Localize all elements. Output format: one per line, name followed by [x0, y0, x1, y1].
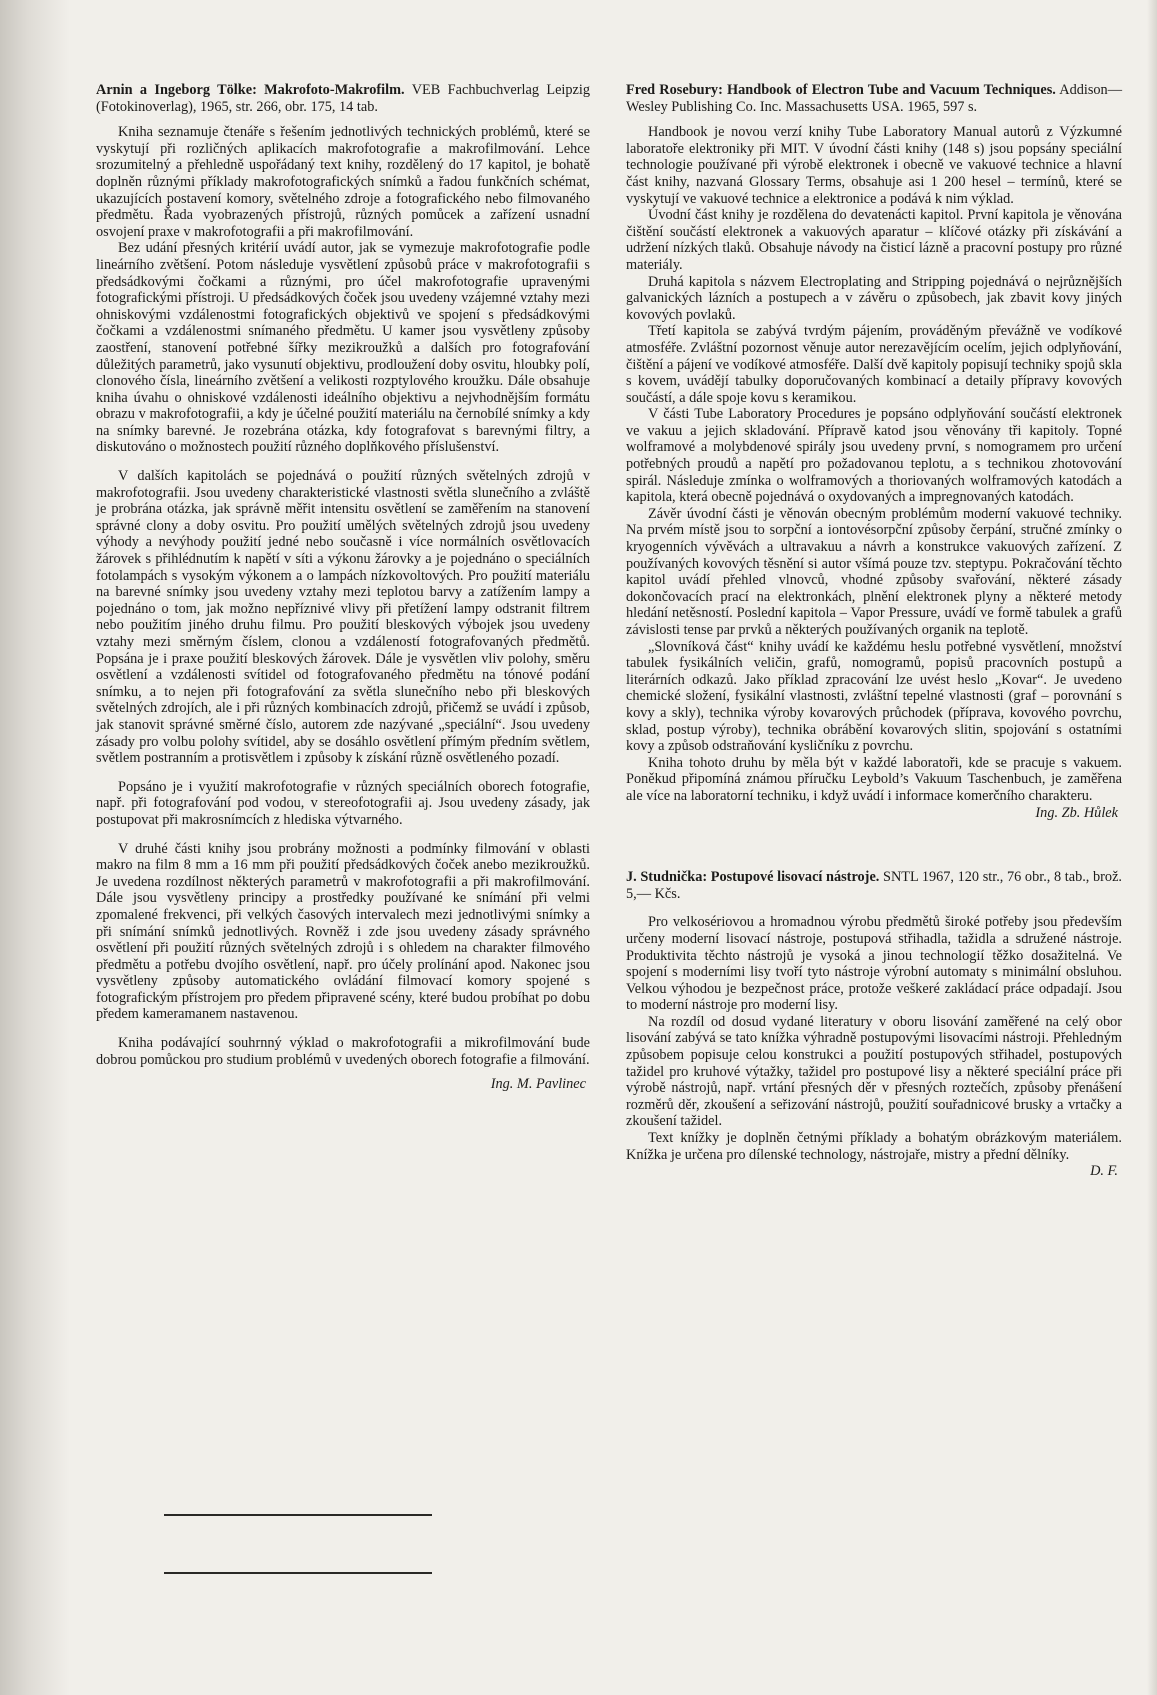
review-paragraph: „Slovníková část“ knihy uvádí ke každému heslu potřebné vysvětlení, množství tabulek fysikálních veličin, grafů, nomogramů, popisů pracovních postupů a literárních odkazů. Jako příklad zpracování lze uvést heslo „Kovar“. Je uvedeno chemické složení, fysikální vlastnosti, zvláštní tepelné vlastnosti (graf – porovnání s kovy a skly), technika výroby kovarových průchodek (příprava, kovového povrchu, sklad, postup výroby), technika obrábění kovarových slitin, spojování s ostatními kovy a způsob odstraňování kysličníku z povrchu.	[626, 638, 1122, 755]
review-paragraph: Třetí kapitola se zabývá tvrdým pájením, prováděným převážně ve vodíkové atmosféře. Zvláštní pozornost věnuje autor nerezavějícím ocelím, jejich odplyňování, čištění a pájení ve vodíkové atmosféře. Další dvě kapitoly popisují techniky spojů skla s kovem, uvádějí tabulky doporučovaných kombinací a detaily přípravy kovových součástí, a dále spoje kovu s keramikou.	[626, 323, 1122, 406]
review-title: Fred Rosebury: Handbook of Electron Tube and Vacuum Techniques.	[626, 82, 1056, 98]
review-paragraph: V dalších kapitolách se pojednává o použití různých světelných zdrojů v makrofotografii. Jsou uvedeny charakteristické vlastnosti světla slunečního a zvláště je probrána otázka, jak správně měřit intensitu osvětlení se zaměřením na stanovení správné clony a doby osvitu. Pro použití umělých světelných zdrojů jsou uvedeny výhody a nevýhody použití jedné nebo současně i více normálních osvětlovacích žárovek s přihlédnutím k napětí v síti a výkonu žárovky a je pojednáno o speciálních fotolampách s vysokým výkonem a o lampách nízkovoltových. Pro použití materiálu na barevné snímky jsou uvedeny vztahy mezi teplotou barvy a zatížením lampy a pojednáno o tom, jak možno nepříznivé vlivy při přetížení lampy odstranit filtrem nebo použitím jiného druhu filmu. Pro použití bleskových výbojek jsou uvedeny vztahy mezi směrným číslem, clonou a vzdáleností fotografovaných předmětů. Popsána je i praxe použití bleskových žárovek. Dále je vysvětlen vliv polohy, směru osvětlení a vzdálenosti svítidel od fotografovaného předmětu na tónové podání snímku, a to nejen při fotografování za světla slunečního nebo při bleskových světelných zdrojích, ale i při různých kombinacích zdrojů, přičemž se uvádí i způsob, jak stanovit správné směrné číslo, autorem zde nazývané „speciální“. Jsou uvedeny zásady pro volbu polohy svítidel, aby se dosáhlo osvětlení přímým předním světlem, světlem postranním a protisvětlem i způsoby k získání různě osvětleného pozadí.	[96, 468, 590, 767]
divider-line	[164, 1514, 432, 1516]
review-paragraph: V části Tube Laboratory Procedures je popsáno odplyňování součástí elektronek ve vakuu a jejich skladování. Přípravě katod jsou věnovány tři kapitoly. Topné wolframové a molybdenové spirály jsou uvedeny první, s nomogramem pro určení potřebných proudů a napětí pro požadovanou teplotu, a s technikou zhotovování spirál. Následuje zmínka o wolframových a thoriovaných wolframových katodách a kapitola, která obecně pojednává o oxydovaných a impregnovaných katodách.	[626, 406, 1122, 506]
page-edge	[1147, 0, 1157, 1695]
review-paragraph: Bez udání přesných kritérií uvádí autor, jak se vymezuje makrofotografie podle lineárního zvětšení. Potom následuje vysvětlení způsobů práce v makrofotografii s předsádkovými čočkami a různými, pro účel makrofotografie upravenými fotografickými přístroji. U předsádkových čoček jsou uvedeny vzájemné vztahy mezi ohniskovými vzdálenostmi fotografických objektivů ve spojení s předsádkovými čočkami a vzdálenostmi snímaného předmětu. U kamer jsou vysvětleny způsoby zaostření, stanovení potřebné šířky mezikroužků a dalších pro fotografování důležitých parametrů, jako vysunutí objektivu, prodloužení doby osvitu, hloubky polí, clonového čísla, lineárního zvětšení a velikosti rozptylového kroužku. Dále obsahuje kniha úvahu o ohniskové vzdálenosti ideálního objektivu a nejvhodnějším formátu obrazu v makrofotografii, a kdy je účelné použití materiálu na černobílé snímky a kdy na snímky barevné. Je rozebrána otázka, kdy fotografovat s barevnými filtry, a diskutováno o možnostech použití různého doplňkového příslušenství.	[96, 240, 590, 456]
review-paragraph: Na rozdíl od dosud vydané literatury v oboru lisování zaměřené na celý obor lisování zabývá se tato knížka výhradně postupovými lisovacími nástroji. Přehledným způsobem popisuje celou konstrukci a použití postupových střihadel, postupových tažidel pro kruhové výtažky, tažidel pro postupové lisy a některé speciální práce při výrobě nástrojů, např. vrtání přesných děr v přesných roztečích, způsoby přenášení rozměrů děr, zkoušení a seřizování nástrojů, použití souřadnicové brusky a vrtačky a zkoušení tažidel.	[626, 1013, 1122, 1130]
review-paragraph: Pro velkosériovou a hromadnou výrobu předmětů široké potřeby jsou především určeny moderní lisovací nástroje, postupová střihadla, tažidla a sdružené nástroje. Produktivita těchto nástrojů je vysoká a jinou technologií těžko dosažitelná. Ve spojení s moderními lisy tvoří tyto nástroje výrobní automaty s minimální obsluhou. Velkou výhodou je bezpečnost práce, protože veškeré zakládací práce odpadají. Jsou to moderní nástroje pro moderní lisy.	[626, 914, 1122, 1014]
review-paragraph: V druhé části knihy jsou probrány možnosti a podmínky filmování v oblasti makro na film 8 mm a 16 mm při použití předsádkových čoček anebo mezikroužků. Je uvedena rozdílnost některých parametrů v makrofotografii a při makrofilmování. Dále jsou vysvětleny principy a prostředky používané ke snímání při velmi zpomalené frekvenci, při velkých časových intervalech mezi jednotlivými snímky a při snímání snímků jednotlivých. Rovněž i zde jsou uvedeny zásady správného osvětlení při použití různých světelných zdrojů i s ohledem na charakter filmového předmětu a potřebu dvojího osvětlení, např. pro účely prolínání apod. Nakonec jsou vysvětleny způsoby automatického ovládání filmovací komory spojené s fotografickým přístrojem pro předem připravené scény, které budou probíhat po dobu předem kameramanem nastavenou.	[96, 840, 590, 1023]
review-heading	[96, 82, 590, 115]
review-title: J. Studnička: Postupové lisovací nástroje.	[626, 869, 880, 886]
review-signature: Ing. M. Pavlinec	[490, 1076, 586, 1093]
review-paragraph: Druhá kapitola s názvem Electroplating and Stripping pojednává o nejrůznějších galvanických lázních a postupech a v závěru o způsobech, jak zbavit kovy jiných kovových povlaků.	[626, 273, 1122, 323]
review-paragraph: Kniha tohoto druhu by měla být v každé laboratoři, kde se pracuje s vakuem. Poněkud připomíná známou příručku Leybold’s Vakuum Taschenbuch, je zaměřena ale více na laboratorní techniku, i když uvádí i informace komerčního charakteru.	[626, 754, 1122, 804]
review-paragraph: Handbook je novou verzí knihy Tube Laboratory Manual autorů z Výzkumné laboratoře elektroniky při MIT. V úvodní části knihy (148 s) jsou popsány speciální technologie používané při výrobě elektronek i obecně ve vakuové technice a hlavní část knihy, nazvaná Glossary Terms, obsahuje asi 1 200 hesel – termínů, které se vyskytují ve vakuové technice a elektronice a podává k nim výklad.	[626, 124, 1122, 207]
review-paragraph: Popsáno je i využití makrofotografie v různých speciálních oborech fotografie, např. při fotografování pod vodou, v stereofotografii aj. Jsou uvedeny zásady, jak postupovat při makrosnímcích z hlediska výtvarného.	[96, 778, 590, 828]
review-paragraph: Text knížky je doplněn četnými příklady a bohatým obrázkovým materiálem. Knížka je určena pro dílenské technology, nástrojaře, mistry a přední dělníky.	[626, 1130, 1122, 1163]
review-paragraph: Kniha podávající souhrnný výklad o makrofotografii a mikrofilmování bude dobrou pomůckou pro studium problémů v uvedených oborech fotografie a filmování.	[96, 1035, 590, 1068]
review-publication-info: SNTL 1967, 120 str., 76 obr., 8 tab., brož. 5,— Kčs.	[626, 869, 1122, 902]
review-publication-info: VEB Fachbuchverlag Leipzig (Fotokinoverlag), 1965, str. 266, obr. 175, 14 tab.	[96, 82, 591, 115]
divider-line	[164, 1572, 432, 1574]
review-paragraph: Úvodní část knihy je rozdělena do devatenácti kapitol. První kapitola je věnována čištění součástí elektronek a vakuových aparatur – klíčové otázky při získávání a udržení nízkých tlaků. Obsahuje návody na čisticí lázně a pracovní postupy pro různé materiály.	[626, 207, 1122, 273]
review-heading	[626, 82, 1122, 115]
review-paragraph: Kniha seznamuje čtenáře s řešením jednotlivých technických problémů, které se vyskytují při rozličných aplikacích makrofotografie a makrofilmování. Lehce srozumitelný a přehledně uspořádaný text knihy, rozdělený do 17 kapitol, je bohatě doplněn různými příklady makrofotografických snímků a řadou funkčních schémat, ukazujících postavení komory, světelného zdroje a fotografického nebo filmovaného předmětu. Řada vyobrazených přístrojů, různých pomůcek a zařízení usnadní osvojení praxe v makrofotografii a při makrofilmování.	[96, 124, 590, 240]
review-paragraph: Závěr úvodní části je věnován obecným problémům moderní vakuové techniky. Na prvém místě jsou to sorpční a iontovésorpční způsoby čerpání, stručné zmínky o kryogenních vývěvách a ultravakuu a návrh a konstrukce vakuových zařízení. Z používaných kovových těsnění si autor všímá pouze tzv. steptypu. Pokračování těchto kapitol uvádí přehled vlnovců, vhodné způsoby svařování, některé zásady dokončovacích prací na elektronkách, plnění elektronek plyny a některé metody hledání netěsností. Poslední kapitola – Vapor Pressure, uvádí ve formě tabulek a grafů závislosti tense par prvků a některých používaných organik na teplotě.	[626, 505, 1122, 638]
review-signature: D. F.	[1090, 1163, 1118, 1180]
left-column	[96, 82, 590, 1093]
right-column	[626, 82, 1122, 1180]
review-title: Arnin a Ingeborg Tölke: Makrofoto-Makrofilm.	[96, 82, 405, 98]
review-heading	[626, 869, 1122, 902]
review-makrofoto	[96, 82, 590, 1093]
review-lisovaci-nastroje	[626, 869, 1122, 1180]
review-signature: Ing. Zb. Hůlek	[1035, 804, 1118, 821]
review-publication-info: Addison—Wesley Publishing Co. Inc. Massachusetts USA. 1965, 597 s.	[626, 82, 1122, 115]
review-electron-tube	[626, 82, 1122, 821]
binding-shadow	[0, 0, 70, 1695]
